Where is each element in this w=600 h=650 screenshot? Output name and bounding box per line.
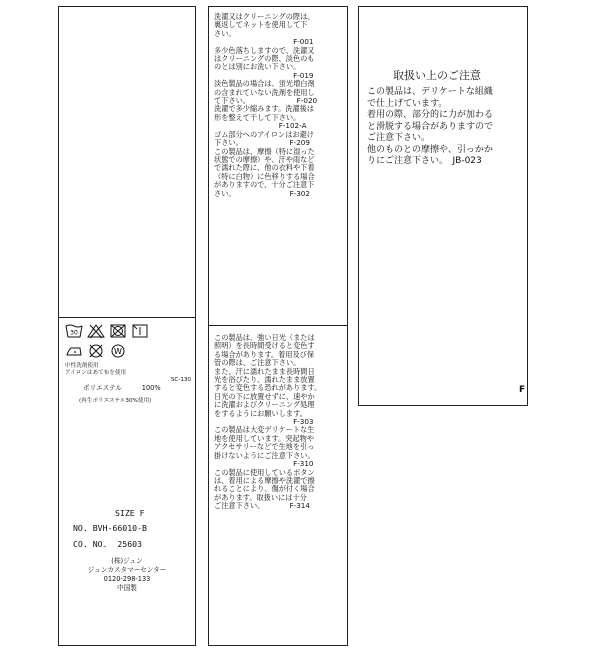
customer-center: ジュンカスタマーセンター — [87, 566, 167, 574]
no-tumble-dry-icon — [109, 323, 127, 339]
svg-text:W: W — [114, 347, 122, 356]
handling-caution-tag — [358, 6, 528, 406]
care-label-main — [58, 6, 196, 646]
care-symbols-block — [65, 323, 191, 405]
care-code: SC-130 — [170, 377, 191, 383]
caution-title: 取扱い上のご注意 — [393, 69, 481, 82]
divider — [209, 325, 347, 326]
iron-with-cloth-icon — [65, 343, 83, 359]
country-of-origin: 中国製 — [117, 584, 137, 592]
care-note: 中性洗剤使用 アイロンはあて布を使用 — [65, 363, 127, 376]
size-mark: F — [519, 385, 526, 395]
size-text: SIZE F — [115, 508, 145, 518]
product-number: NO. BVH-66010-B — [73, 523, 147, 533]
drip-dry-icon — [131, 323, 149, 339]
caution-body: この製品は、デリケートな組織 で仕上げています。 着用の際、部分的に力が加わる と滑脱する場合がありますので ご注意下さい。 他のものとの摩擦や、引っかか りにご注意下さい。 JB-023 — [367, 87, 494, 166]
divider — [59, 317, 195, 318]
wash-30-icon — [65, 323, 83, 339]
recycled-note: (再生ポリエステル30%使用) — [79, 398, 152, 404]
color-number: CO. NO. 25603 — [73, 539, 143, 549]
phone-number: 0120-298-133 — [103, 575, 151, 583]
wash-temp: 30 — [70, 329, 78, 337]
wet-clean-icon — [109, 343, 127, 359]
company-name: (株)ジュン — [111, 557, 143, 565]
care-label-instructions — [208, 6, 348, 646]
handling-instructions-text: この製品は、強い日光（または 照明）を長時間受けると変色す る場合があります。着用及び保 管の際は、ご注意下さい。 また、汗に濡れたまま長時間日 光を浴びたり、濡れたまま放置 すると変色する恐れがあります。 日光の下に放置せずに、速やか に洗濯およびクリーニング処理 をするようにお願いします。 F-303 この製品は大変デリケートな生 地を使用しています。突起物や アクセサリーなどで生地を引っ 掛けないようにご注意下さい。 F-310 この製品に使用しているボタン は、着用による摩擦や洗濯で擦 れることにより、傷が付く場合 があります。取扱いには十分 ご注意下さい。 F-314 — [214, 333, 322, 511]
no-dry-clean-icon — [87, 343, 105, 359]
wash-instructions-text: 洗濯又はクリーニングの際は、 裏返してネットを使用して下 さい。 F-001 多少色落ちしますので、洗濯又 はクリーニングの際、淡色のも のとは別にお洗い下さい。 F-019 淡色製品の場合は、蛍光増白剤 の含まれていない洗剤を使用し て下さい。 F-020 洗濯で多少縮みます。洗濯後は 形を整えて干して下さい。 F-102-A ゴム部分へのアイロンはお避け 下さい。 F-209 この製品は、摩擦（特に湿った 状態での摩擦）や、汗や雨など で濡れた際に、他の衣料や下着 （特に白物）に色移りする場合 がありますので、十分ご注意下 さい。 F-302 — [214, 12, 318, 198]
material: ポリエステル 100% — [83, 384, 161, 392]
no-bleach-icon — [87, 323, 105, 339]
